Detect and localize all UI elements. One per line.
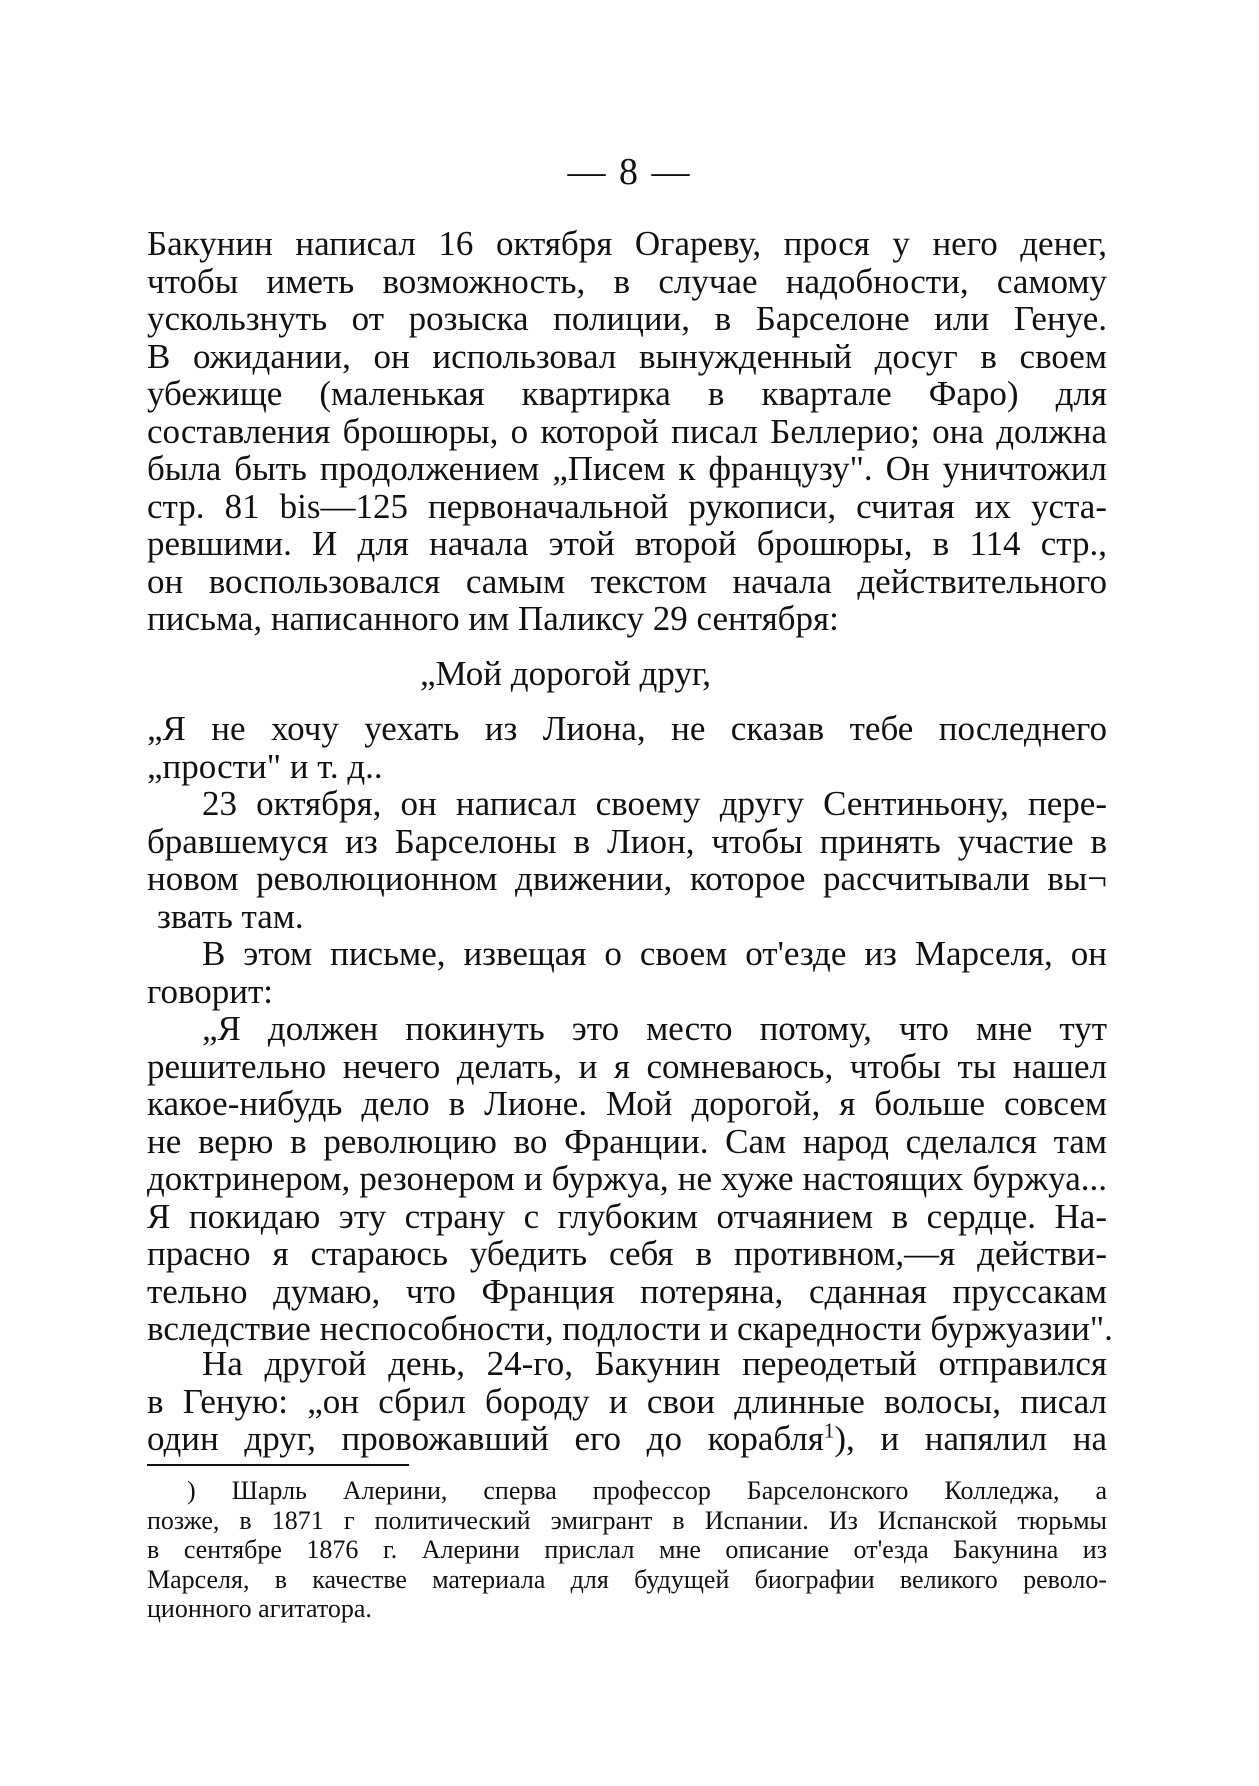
text-line: Я покидаю эту страну с глубоким отчаянием в сердце. На- [147, 1196, 1107, 1236]
text-line: В ожидании, он использовал вынужденный досуг в своем [147, 336, 1107, 376]
text-line: „Я должен покинуть это место потому, что мне тут [202, 1009, 1107, 1048]
text-fragment: один друг, провожавший его до корабля [147, 1419, 824, 1458]
text-line: убежище (маленькая квартирка в квартале Фаро) для [147, 374, 1107, 413]
text-line: составления брошюры, о которой писал Беллерио; она должна [147, 411, 1107, 451]
text-line: новом революционном движении, которое рассчитывали вы¬ [147, 859, 1107, 898]
quote-1 [147, 710, 1107, 785]
paragraph-3 [147, 935, 1107, 1010]
text-line [147, 1420, 1107, 1458]
paragraph-2 [147, 785, 1107, 935]
text-line: „Я не хочу уехать из Лиона, не сказав тебе последнего [147, 709, 1107, 748]
text-line: доктринером, резонером и буржуа, не хуже настоящих буржуа... [147, 1159, 1107, 1198]
text-line: ревшими. И для начала этой второй брошюры, в 114 стр., [147, 524, 1107, 563]
footnote-divider [147, 1464, 409, 1466]
text-line: была быть продолжением „Писем к французу". Он уничтожил [147, 449, 1107, 488]
text-line: в Геную: „он сбрил бороду и свои длинные волосы, писал [147, 1381, 1107, 1421]
text-line: вследствие неспособности, подлости и скаредности буржуазии". [147, 1309, 1113, 1348]
text-line: решительно нечего делать, и я сомневаюсь, чтобы ты нашел [147, 1046, 1107, 1086]
text-line: письма, написанного им Паликсу 29 сентября: [147, 599, 839, 638]
text-line: чтобы иметь возможность, в случае надобности, самому [147, 261, 1107, 301]
text-line: не верю в революцию во Франции. Сам народ сделался там [147, 1121, 1107, 1161]
text-line: тельно думаю, что Франция потеряна, сданная пруссакам [147, 1271, 1107, 1311]
text-line: звать там. [157, 896, 304, 936]
footnote [147, 1476, 1107, 1624]
footnote-line: позже, в 1871 г политический эмигрант в Испании. Из Испанской тюрьмы [147, 1505, 1107, 1535]
footnote-marker: ) [187, 1476, 196, 1505]
footnote-line [147, 1476, 1107, 1506]
text-line: ускользнуть от розыска полиции, в Барселоне или Генуе. [147, 299, 1107, 338]
text-line: В этом письме, извещая о своем от'езде из Марселя, он [202, 934, 1107, 973]
paragraph-1 [147, 225, 1107, 638]
text-line: Бакунин написал 16 октября Огареву, прося у него денег, [147, 224, 1107, 263]
text-line: На другой день, 24-го, Бакунин переодетый отправился [202, 1344, 1107, 1383]
text-line: какое-нибудь дело в Лионе. Мой дорогой, я больше совсем [147, 1084, 1107, 1123]
text-line: он воспользовался самым текстом начала действительного [147, 561, 1107, 601]
text-fragment: Шарль Алерини, сперва профессор Барселонского Колледжа, а [231, 1476, 1107, 1505]
text-fragment: ), и напялил на [834, 1419, 1107, 1458]
text-line: „прости" и т. д.. [147, 746, 383, 786]
quote-2 [147, 1009, 1113, 1348]
footnote-line: в сентябре 1876 г. Алерини прислал мне описание от'езда Бакунина из [147, 1535, 1107, 1564]
text-line: бравшемуся из Барселоны в Лион, чтобы принять участие в [147, 821, 1107, 861]
letter-salutation: „Мой дорогой друг, [420, 654, 712, 693]
text-line: 23 октября, он написал своему другу Сентиньону, пере- [202, 784, 1107, 823]
footnote-line: ционного агитатора. [147, 1594, 372, 1623]
text-line: прасно я стараюсь убедить себя в противном,—я действи- [147, 1234, 1107, 1273]
footnote-reference: 1 [823, 1418, 835, 1443]
page-number: — 8 — [567, 151, 692, 193]
footnote-line: Марселя, в качестве материала для будущей биографии великого револо- [147, 1564, 1107, 1594]
text-line: стр. 81 bis—125 первоначальной рукописи, считая их уста- [147, 486, 1107, 526]
paragraph-4 [147, 1345, 1107, 1458]
text-line: говорит: [147, 971, 274, 1011]
